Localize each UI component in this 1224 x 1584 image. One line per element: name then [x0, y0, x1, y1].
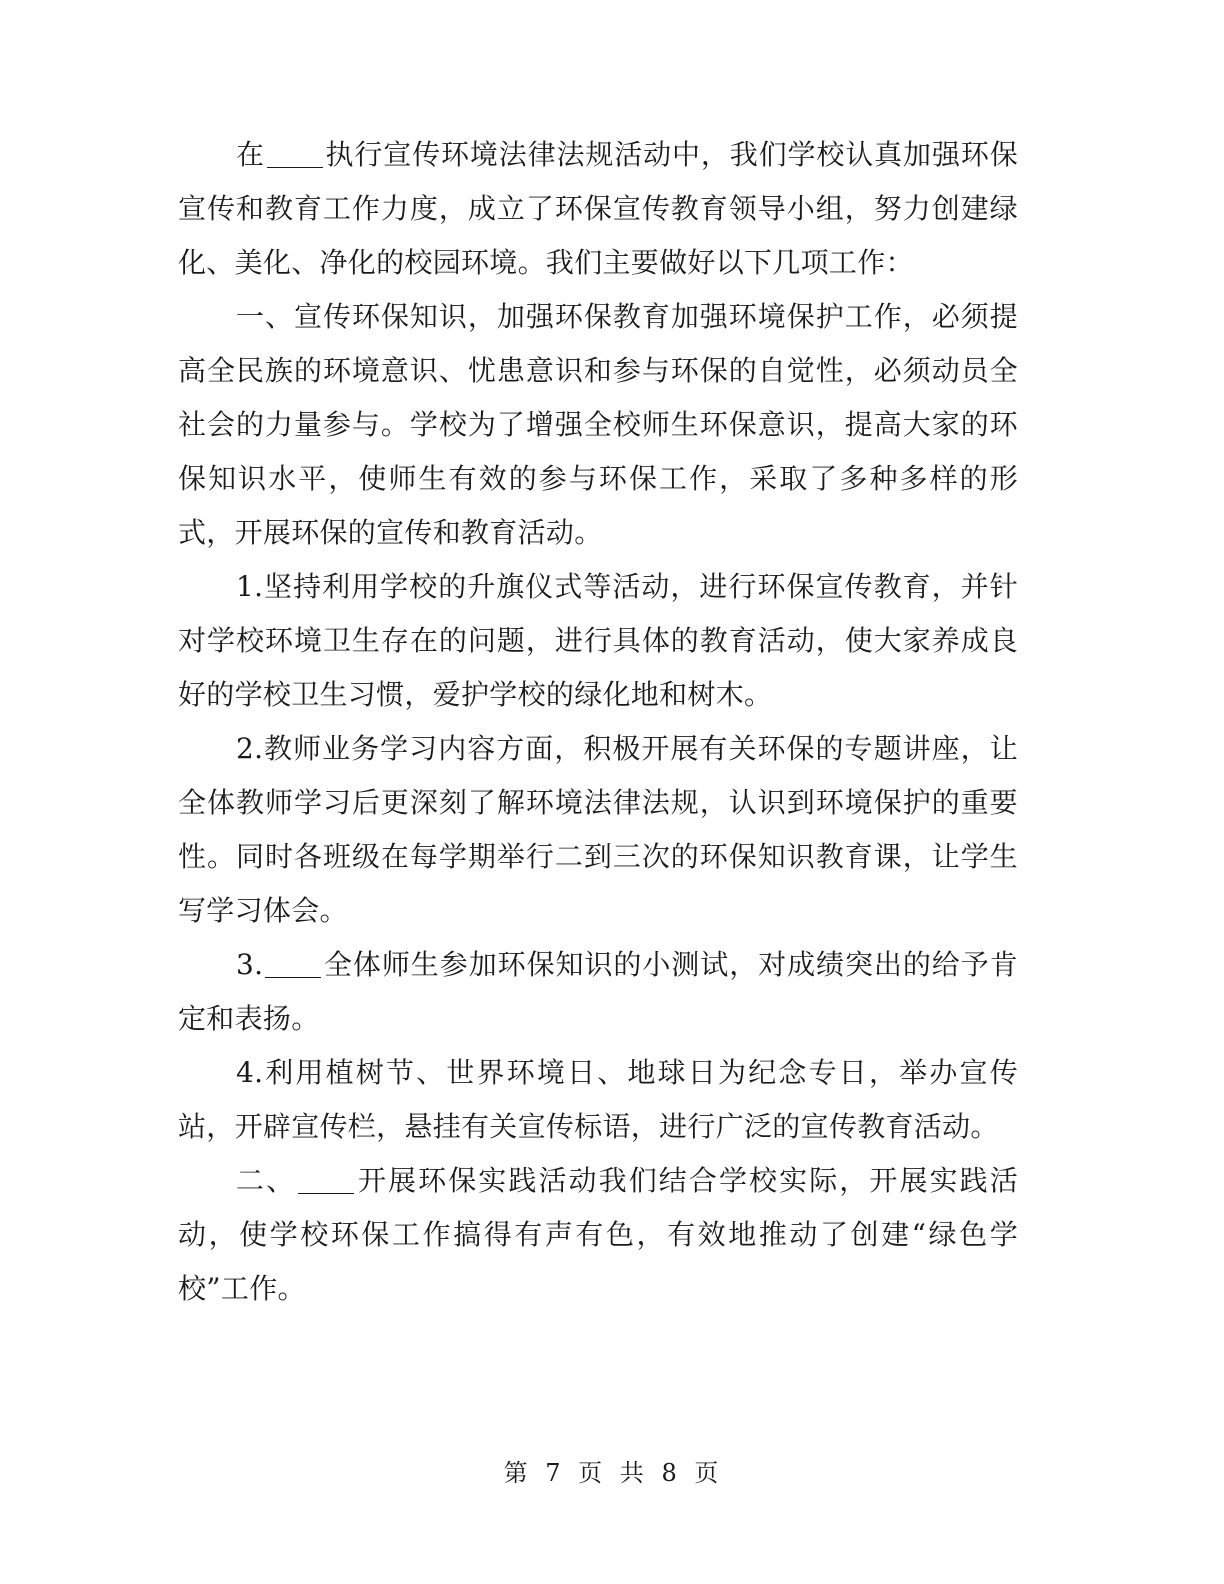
document-body [178, 128, 1018, 1316]
fill-in-blank [267, 139, 323, 168]
paragraph-item-3: 3. 全体师生参加环保知识的小测试，对成绩突出的给予肯定和表扬。 [178, 948, 1018, 1035]
paragraph-item-1: 1.坚持利用学校的升旗仪式等活动，进行环保宣传教育，并针对学校环境卫生存在的问题，进行具体的教育活动，使大家养成良好的学校卫生习惯，爱护学校的绿化地和树木。 [178, 570, 1018, 711]
fill-in-blank [265, 949, 321, 978]
fill-in-blank [298, 1165, 354, 1194]
paragraph-section-2: 二、 开展环保实践活动我们结合学校实际，开展实践活动，使学校环保工作搞得有声有色，有效地推动了创建“绿色学校”工作。 [178, 1164, 1018, 1305]
paragraph-section-1: 一、宣传环保知识，加强环保教育加强环境保护工作，必须提高全民族的环境意识、忧患意识和参与环保的自觉性，必须动员全社会的力量参与。学校为了增强全校师生环保意识，提高大家的环保知识水平，使师生有效的参与环保工作，采取了多种多样的形式，开展环保的宣传和教育活动。 [178, 300, 1018, 549]
paragraph-item-2: 2.教师业务学习内容方面，积极开展有关环保的专题讲座，让全体教师学习后更深刻了解环境法律法规，认识到环境保护的重要性。同时各班级在每学期举行二到三次的环保知识教育课，让学生写学习体会。 [178, 732, 1018, 927]
paragraph-item-4: 4.利用植树节、世界环境日、地球日为纪念专日，举办宣传站，开辟宣传栏，悬挂有关宣传标语，进行广泛的宣传教育活动。 [178, 1056, 1018, 1143]
paragraph-intro: 在 执行宣传环境法律法规活动中，我们学校认真加强环保宣传和教育工作力度，成立了环保宣传教育领导小组，努力创建绿化、美化、净化的校园环境。我们主要做好以下几项工作： [178, 138, 1018, 279]
page-number-footer: 第 7 页 共 8 页 [503, 1459, 721, 1487]
